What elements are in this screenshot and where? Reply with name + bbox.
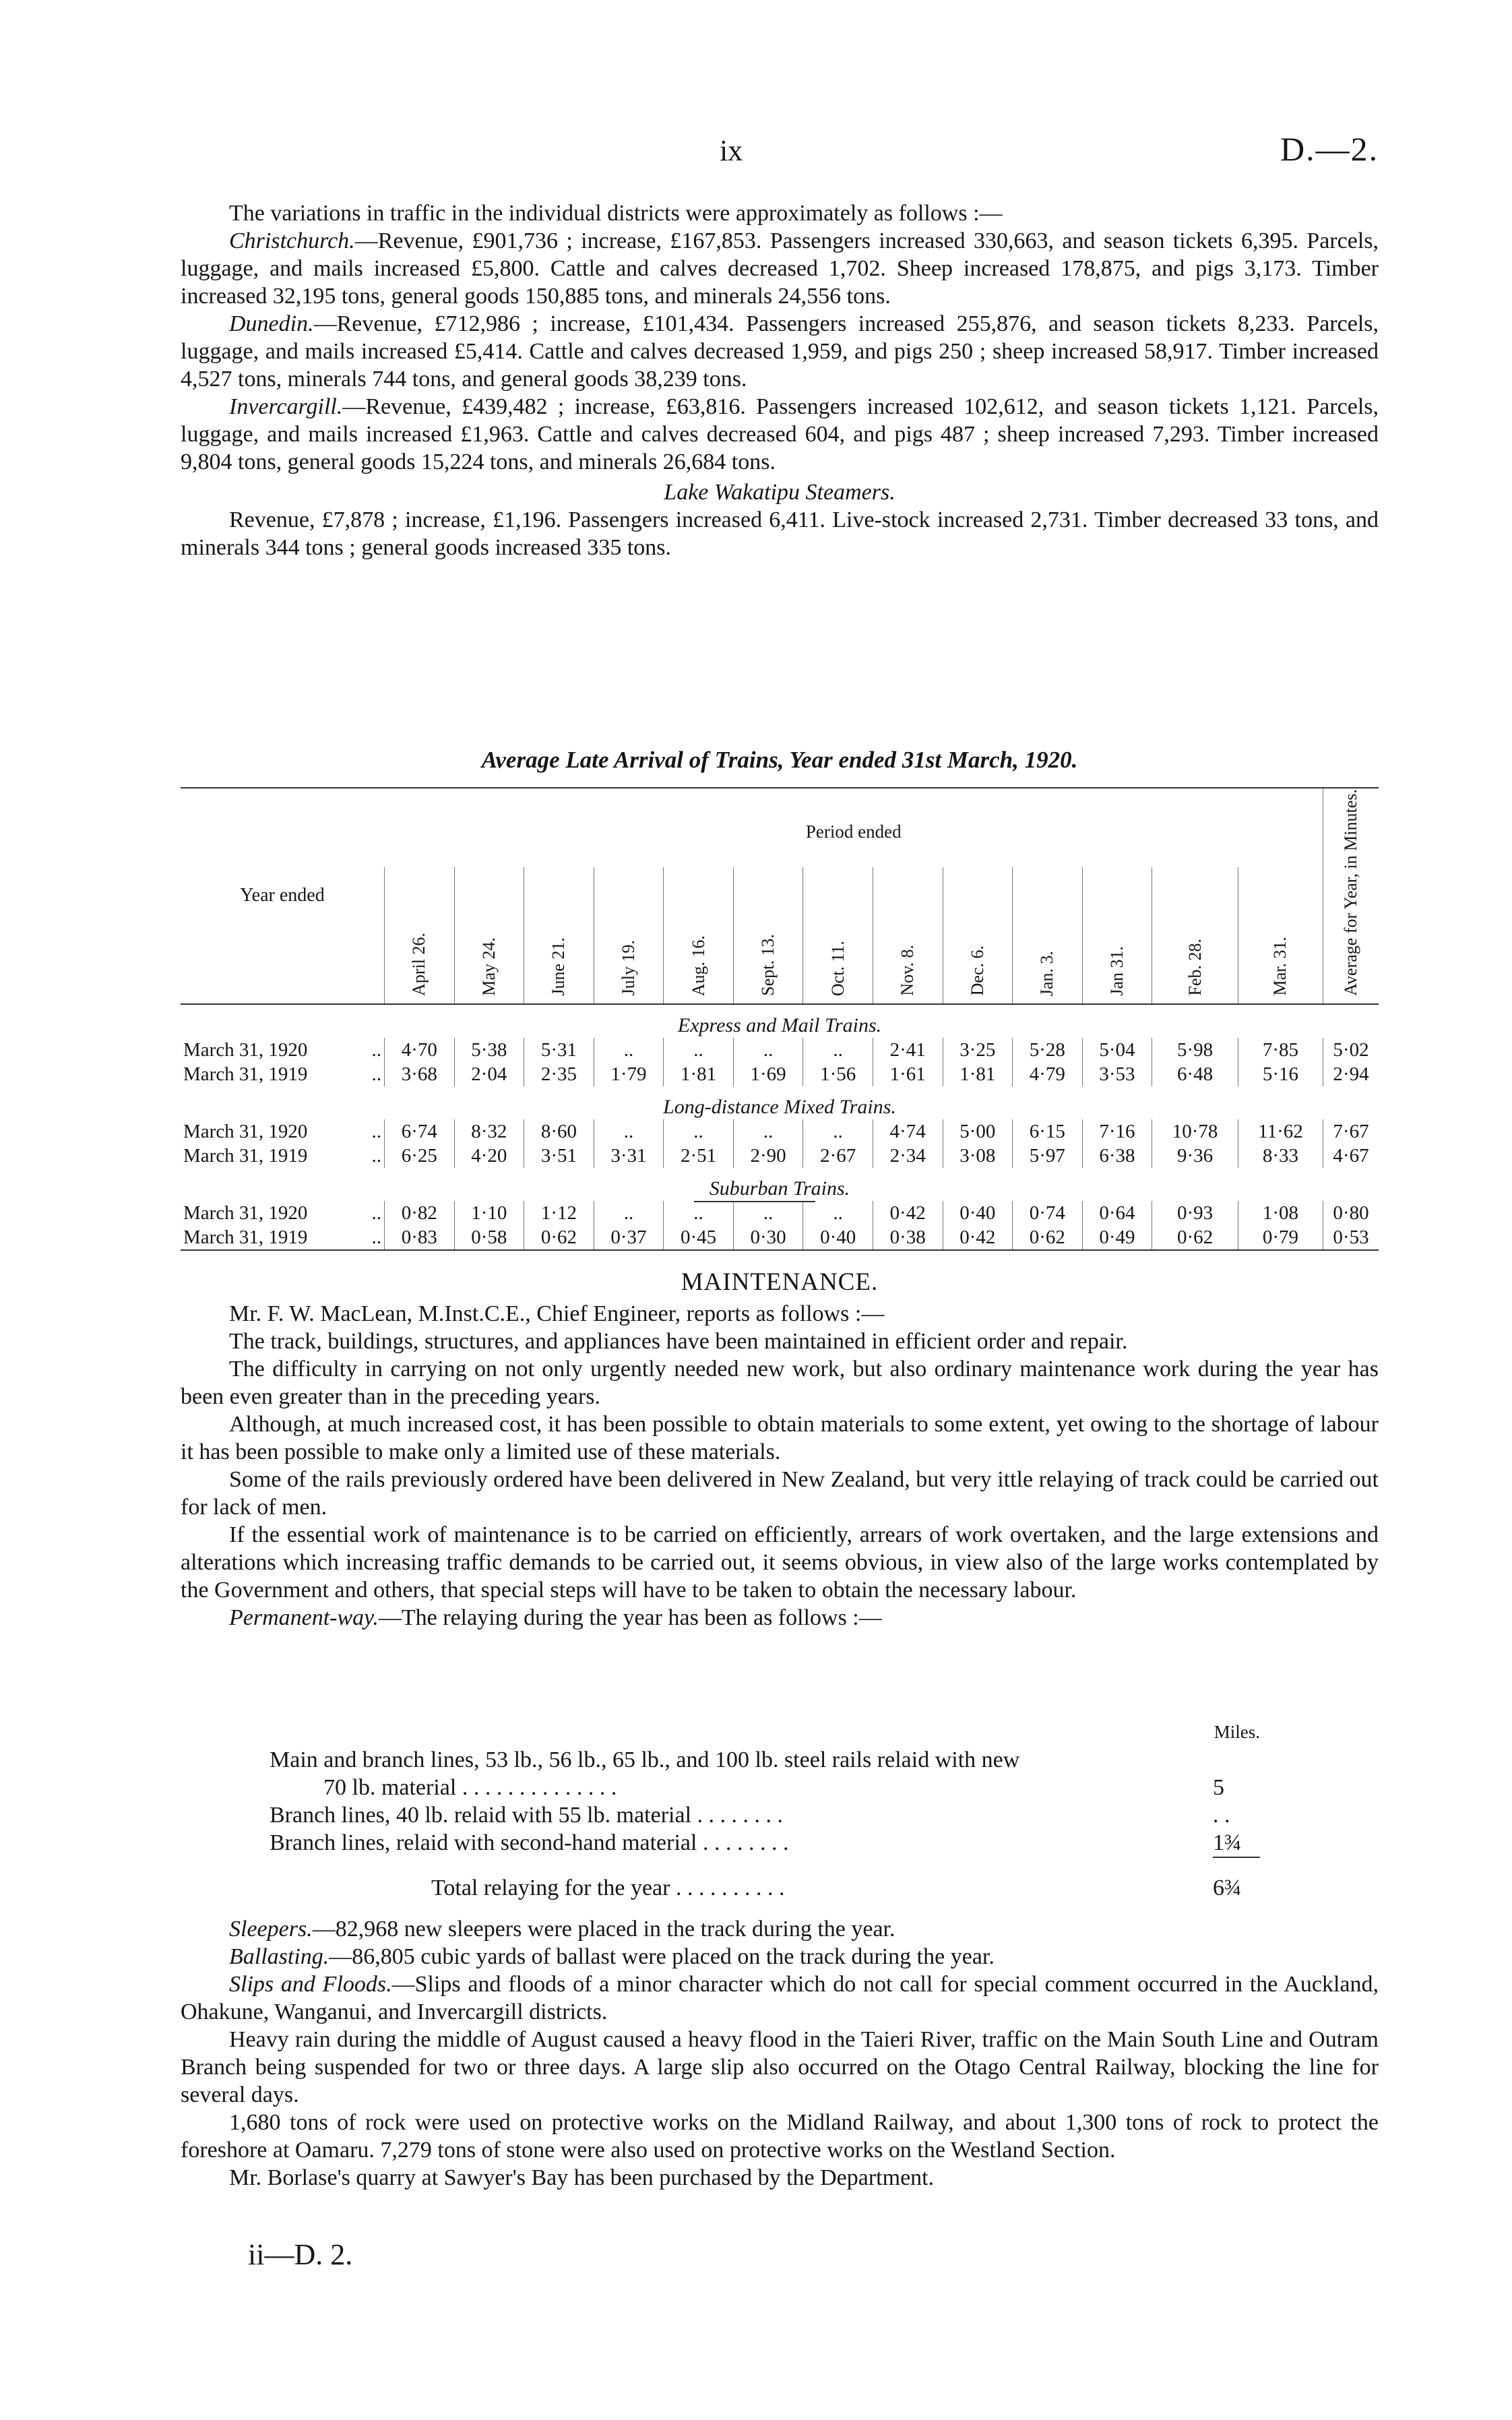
table-section-row <box>181 1086 1379 1119</box>
permanent-way-text: —The relaying during the year has been as follows :— <box>378 1605 882 1630</box>
table-cell: 5·38 <box>454 1038 524 1062</box>
table-cell: 0·62 <box>1013 1225 1083 1250</box>
invercargill-paragraph <box>181 393 1379 476</box>
maintenance-details <box>181 1915 1379 2192</box>
table-cell: .. <box>664 1119 734 1144</box>
relay-row-second-hand <box>270 1829 1260 1858</box>
maintenance-paragraph-difficulty: The difficulty in carrying on not only urgently needed new work, but also ordinary maintenance work during the year has been even greater than in the preceding years. <box>181 1357 1379 1409</box>
late-arrival-table <box>181 787 1379 1251</box>
table-cell: 3·08 <box>943 1144 1013 1168</box>
sleepers-paragraph <box>181 1915 1379 1943</box>
table-cell: .. <box>594 1201 664 1225</box>
relay-total-value: 6¾ <box>1213 1875 1242 1900</box>
average-header-text: Average for Year, in Minutes. <box>1341 789 1360 996</box>
table-cell-average: 4·67 <box>1323 1144 1379 1168</box>
period-column-header <box>385 867 455 1004</box>
table-row <box>181 1225 1379 1250</box>
period-column-label: Sept. 13. <box>758 934 778 996</box>
table-cell: 6·48 <box>1152 1062 1238 1086</box>
table-cell-average: 5·02 <box>1323 1038 1379 1062</box>
table-section-row <box>181 1004 1379 1038</box>
period-column-header <box>1238 867 1323 1004</box>
period-column-label: Jan 31. <box>1106 946 1127 996</box>
maintenance-heading: MAINTENANCE. <box>681 1268 879 1296</box>
table-cell: 3·31 <box>594 1144 664 1168</box>
table-cell: 8·60 <box>524 1119 594 1144</box>
table-cell: 0·82 <box>385 1201 455 1225</box>
table-cell: 2·35 <box>524 1062 594 1086</box>
christchurch-paragraph <box>181 227 1379 310</box>
dunedin-label: Dunedin. <box>229 311 314 336</box>
period-column-label: Jan. 3. <box>1037 950 1057 996</box>
permanent-way-label: Permanent-way. <box>229 1605 379 1630</box>
table-row-leader-dots: .. <box>371 1038 381 1061</box>
table-cell: 6·38 <box>1082 1144 1152 1168</box>
table-cell: .. <box>803 1038 873 1062</box>
period-column-header <box>733 867 803 1004</box>
table-cell: 5·97 <box>1013 1144 1083 1168</box>
ballasting-paragraph <box>181 1943 1379 1971</box>
table-row-year <box>181 1062 385 1086</box>
table-cell: 1·81 <box>943 1062 1013 1086</box>
relay-total-row <box>270 1874 1260 1902</box>
table-cell: 0·30 <box>733 1225 803 1250</box>
table-row-year-text: March 31, 1920 <box>183 1202 308 1224</box>
traffic-section <box>181 199 1379 561</box>
table-cell: .. <box>594 1119 664 1144</box>
table-cell: 4·70 <box>385 1038 455 1062</box>
period-column-label: Dec. 6. <box>967 945 987 996</box>
relay-row-main-line1: Main and branch lines, 53 lb., 56 lb., 65 lb., and 100 lb. steel rails relaid with new <box>270 1747 1020 1772</box>
table-row-year <box>181 1119 385 1144</box>
table-cell-average: 7·67 <box>1323 1119 1379 1144</box>
period-column-label: Mar. 31. <box>1270 937 1290 996</box>
late-arrival-table-title: Average Late Arrival of Trains, Year ended 31st March, 1920. <box>481 747 1078 773</box>
miles-label: Miles. <box>1214 1722 1260 1742</box>
table-row-year <box>181 1144 385 1168</box>
table-cell: 1·56 <box>803 1062 873 1086</box>
table-cell: 0·45 <box>664 1225 734 1250</box>
table-cell: 0·40 <box>803 1225 873 1250</box>
christchurch-text: —Revenue, £901,736 ; increase, £167,853. Passengers increased 330,663, and season tickets 6,395. Parcels, luggage, and mails increased £5,800. Cattle and calves decreased 1,702. Sheep increased 178,875, and pigs 3,173. Timber increased 32,195 tons, general goods 150,885 tons, and minerals 24,556 tons. <box>181 228 1379 309</box>
table-cell: 0·62 <box>524 1225 594 1250</box>
table-cell: 1·08 <box>1238 1201 1323 1225</box>
ballasting-text: —86,805 cubic yards of ballast were placed on the track during the year. <box>329 1944 995 1969</box>
table-cell: 2·04 <box>454 1062 524 1086</box>
table-row <box>181 1062 1379 1086</box>
relaying-list <box>270 1718 1260 1902</box>
table-row-leader-dots: .. <box>371 1144 381 1167</box>
relay-row-branch-40-text: Branch lines, 40 lb. relaid with 55 lb. material . . . . . . . . <box>270 1803 784 1828</box>
relay-row-main-line2: 70 lb. material . . . . . . . . . . . . . . <box>323 1775 617 1800</box>
period-column-label: July 19. <box>618 940 638 996</box>
page-number: ix <box>720 134 743 167</box>
sleepers-label: Sleepers. <box>229 1917 313 1942</box>
period-column-label: May 24. <box>478 937 499 996</box>
table-row-leader-dots: .. <box>371 1226 381 1248</box>
table-cell: 6·15 <box>1013 1119 1083 1144</box>
table-row-leader-dots: .. <box>371 1120 381 1142</box>
table-row <box>181 1119 1379 1144</box>
table-cell-average: 2·94 <box>1323 1062 1379 1086</box>
table-cell: .. <box>664 1038 734 1062</box>
period-column-label: June 21. <box>548 937 569 996</box>
table-row <box>181 1144 1379 1168</box>
dunedin-text: —Revenue, £712,986 ; increase, £101,434. Passengers increased 255,876, and season tickets 8,233. Parcels, luggage, and mails increased £5,414. Cattle and calves decreased 1,959, and pigs 250 ; sheep increased 58,917. Timber increased 4,527 tons, minerals 744 tons, and general goods 38,239 tons. <box>181 311 1379 392</box>
slips-floods-label: Slips and Floods. <box>229 1972 392 1997</box>
table-cell: 0·62 <box>1152 1225 1238 1250</box>
table-cell: 1·69 <box>733 1062 803 1086</box>
maintenance-paragraph-materials: Although, at much increased cost, it has been possible to obtain materials to some extent, yet owing to the shortage of labour it has been possible to make only a limited use of these materials. <box>181 1412 1379 1464</box>
average-header <box>1323 788 1379 1004</box>
table-cell: 3·68 <box>385 1062 455 1086</box>
table-row-year-text: March 31, 1920 <box>183 1038 308 1061</box>
table-cell: 1·61 <box>873 1062 943 1086</box>
invercargill-label: Invercargill. <box>229 394 343 419</box>
table-cell: 2·41 <box>873 1038 943 1062</box>
maintenance-paragraph-labour: If the essential work of maintenance is to be carried on efficiently, arrears of work overtaken, and the large extensions and alterations which increasing traffic demands to be carried out, it seems obvious, in view also of the large works contemplated by the Government and others, that special steps will have to be taken to obtain the necessary labour. <box>181 1522 1379 1603</box>
maintenance-paragraph-track: The track, buildings, structures, and appliances have been maintained in efficient order and repair. <box>229 1329 1128 1354</box>
table-cell: 7·16 <box>1082 1119 1152 1144</box>
table-cell: 2·90 <box>733 1144 803 1168</box>
table-cell: .. <box>594 1038 664 1062</box>
table-cell-average: 0·80 <box>1323 1201 1379 1225</box>
table-row-year <box>181 1038 385 1062</box>
table-cell: 5·00 <box>943 1119 1013 1144</box>
period-column-header <box>1152 867 1238 1004</box>
table-row-year-text: March 31, 1920 <box>183 1120 308 1142</box>
table-row-year <box>181 1201 385 1225</box>
period-column-header <box>524 867 594 1004</box>
table-cell: 6·74 <box>385 1119 455 1144</box>
lake-wakatipu-heading-text: Lake Wakatipu Steamers. <box>664 480 895 505</box>
relay-row-second-hand-value: 1¾ <box>1213 1829 1260 1858</box>
slips-floods-text: —Slips and floods of a minor character which do not call for special comment occurred in the Auckland, Ohakune, Wanganui, and Invercargill districts. <box>181 1972 1379 2024</box>
table-cell: 10·78 <box>1152 1119 1238 1144</box>
relay-row-main-text <box>270 1746 1213 1801</box>
table-cell: 2·34 <box>873 1144 943 1168</box>
dunedin-paragraph <box>181 310 1379 393</box>
period-column-header <box>1013 867 1083 1004</box>
table-cell-average: 0·53 <box>1323 1225 1379 1250</box>
document-reference: D.—2. <box>1280 130 1379 168</box>
table-cell: 11·62 <box>1238 1119 1323 1144</box>
table-cell: 3·51 <box>524 1144 594 1168</box>
table-section-title: Suburban Trains. <box>709 1177 850 1200</box>
table-cell: 5·04 <box>1082 1038 1152 1062</box>
relay-row-branch-40-value: . . <box>1213 1803 1230 1828</box>
late-arrival-table-block <box>181 747 1379 1251</box>
table-cell: 0·64 <box>1082 1201 1152 1225</box>
relay-row-branch-40 <box>270 1801 1260 1829</box>
table-cell: 1·81 <box>664 1062 734 1086</box>
table-cell: 4·20 <box>454 1144 524 1168</box>
table-cell: .. <box>733 1038 803 1062</box>
period-column-header <box>664 867 734 1004</box>
table-row-leader-dots: .. <box>371 1202 381 1224</box>
table-row-year-text: March 31, 1919 <box>183 1063 308 1085</box>
period-ended-header: Period ended <box>385 788 1323 867</box>
table-cell: 9·36 <box>1152 1144 1238 1168</box>
table-cell: 4·79 <box>1013 1062 1083 1086</box>
relay-total-text: Total relaying for the year . . . . . . . . . . <box>431 1875 785 1900</box>
period-column-label: Oct. 11. <box>827 940 848 996</box>
table-cell: .. <box>803 1119 873 1144</box>
table-row-leader-dots: .. <box>371 1063 381 1085</box>
table-cell: 5·28 <box>1013 1038 1083 1062</box>
table-row-year <box>181 1225 385 1250</box>
relay-row-main-value: 5 <box>1213 1775 1224 1800</box>
lake-wakatipu-text: Revenue, £7,878 ; increase, £1,196. Passengers increased 6,411. Live-stock increased 2,731. Timber decreased 33 tons, and minerals 344 tons ; general goods increased 335 tons. <box>181 507 1379 560</box>
period-column-header <box>803 867 873 1004</box>
traffic-intro: The variations in traffic in the individual districts were approximately as follows :— <box>229 201 1003 226</box>
period-column-label: Feb. 28. <box>1185 939 1205 996</box>
table-cell: .. <box>733 1201 803 1225</box>
table-cell: .. <box>664 1201 734 1225</box>
table-cell: 1·79 <box>594 1062 664 1086</box>
period-column-header <box>594 867 664 1004</box>
table-cell: 5·31 <box>524 1038 594 1062</box>
table-section-title: Long-distance Mixed Trains. <box>663 1095 896 1118</box>
section-divider <box>694 1201 815 1202</box>
footer-signature: ii—D. 2. <box>248 2238 353 2271</box>
table-cell: 2·51 <box>664 1144 734 1168</box>
protective-works-paragraph: 1,680 tons of rock were used on protective works on the Midland Railway, and about 1,300 tons of rock to protect the foreshore at Oamaru. 7,279 tons of stone were also used on protective works on the Westland Section. <box>181 2110 1379 2163</box>
relay-row-main <box>270 1746 1260 1801</box>
heavy-rain-paragraph: Heavy rain during the middle of August caused a heavy flood in the Taieri River, traffic on the Main South Line and Outram Branch being suspended for two or three days. A large slip also occurred on the Otago Central Railway, blocking the line for several days. <box>181 2027 1379 2107</box>
table-cell: 0·38 <box>873 1225 943 1250</box>
table-cell: 3·25 <box>943 1038 1013 1062</box>
table-cell: 0·83 <box>385 1225 455 1250</box>
table-cell: 0·49 <box>1082 1225 1152 1250</box>
period-column-label: Nov. 8. <box>897 945 918 996</box>
period-column-label: April 26. <box>409 932 429 996</box>
late-arrival-table-body <box>181 1004 1379 1250</box>
period-column-label: Aug. 16. <box>688 935 708 996</box>
slips-floods-paragraph <box>181 1971 1379 2026</box>
table-cell: 6·25 <box>385 1144 455 1168</box>
table-cell: 0·58 <box>454 1225 524 1250</box>
period-column-header <box>943 867 1013 1004</box>
table-cell: 0·40 <box>943 1201 1013 1225</box>
period-column-header <box>1082 867 1152 1004</box>
table-cell: 0·79 <box>1238 1225 1323 1250</box>
christchurch-label: Christchurch. <box>229 228 355 253</box>
table-cell: 4·74 <box>873 1119 943 1144</box>
table-cell: 5·16 <box>1238 1062 1323 1086</box>
sleepers-text: —82,968 new sleepers were placed in the track during the year. <box>312 1917 895 1942</box>
table-cell: 8·33 <box>1238 1144 1323 1168</box>
table-cell: 1·10 <box>454 1201 524 1225</box>
table-section-title: Express and Mail Trains. <box>677 1014 882 1036</box>
table-cell: 2·67 <box>803 1144 873 1168</box>
table-row <box>181 1038 1379 1062</box>
table-cell: .. <box>803 1201 873 1225</box>
table-cell: 8·32 <box>454 1119 524 1144</box>
maintenance-section <box>181 1268 1379 1632</box>
permanent-way-paragraph <box>181 1604 1379 1632</box>
table-row-year-text: March 31, 1919 <box>183 1226 308 1248</box>
table-cell: 0·42 <box>943 1225 1013 1250</box>
lake-wakatipu-heading <box>181 478 1379 506</box>
maintenance-intro: Mr. F. W. MacLean, M.Inst.C.E., Chief Engineer, reports as follows :— <box>229 1301 885 1326</box>
table-cell: 0·37 <box>594 1225 664 1250</box>
period-column-header <box>454 867 524 1004</box>
table-cell: 0·74 <box>1013 1201 1083 1225</box>
table-section-row <box>181 1168 1379 1201</box>
table-cell: 1·12 <box>524 1201 594 1225</box>
table-cell: 3·53 <box>1082 1062 1152 1086</box>
relay-row-second-hand-text: Branch lines, relaid with second-hand material . . . . . . . . <box>270 1830 789 1855</box>
table-cell: 0·93 <box>1152 1201 1238 1225</box>
maintenance-paragraph-rails: Some of the rails previously ordered have been delivered in New Zealand, but very ittle relaying of track could be carried out for lack of men. <box>181 1467 1379 1520</box>
ballasting-label: Ballasting. <box>229 1944 329 1969</box>
table-row <box>181 1201 1379 1225</box>
table-cell: 7·85 <box>1238 1038 1323 1062</box>
table-cell: 0·42 <box>873 1201 943 1225</box>
period-column-header <box>873 867 943 1004</box>
table-row-year-text: March 31, 1919 <box>183 1144 308 1167</box>
year-ended-header: Year ended <box>181 788 385 1004</box>
quarry-paragraph: Mr. Borlase's quarry at Sawyer's Bay has been purchased by the Department. <box>229 2165 935 2190</box>
table-cell: .. <box>733 1119 803 1144</box>
invercargill-text: —Revenue, £439,482 ; increase, £63,816. Passengers increased 102,612, and season tickets 1,121. Parcels, luggage, and mails increased £1,963. Cattle and calves decreased 604, and pigs 487 ; sheep increased 7,293. Timber increased 9,804 tons, general goods 15,224 tons, and minerals 26,684 tons. <box>181 394 1379 474</box>
table-cell: 5·98 <box>1152 1038 1238 1062</box>
